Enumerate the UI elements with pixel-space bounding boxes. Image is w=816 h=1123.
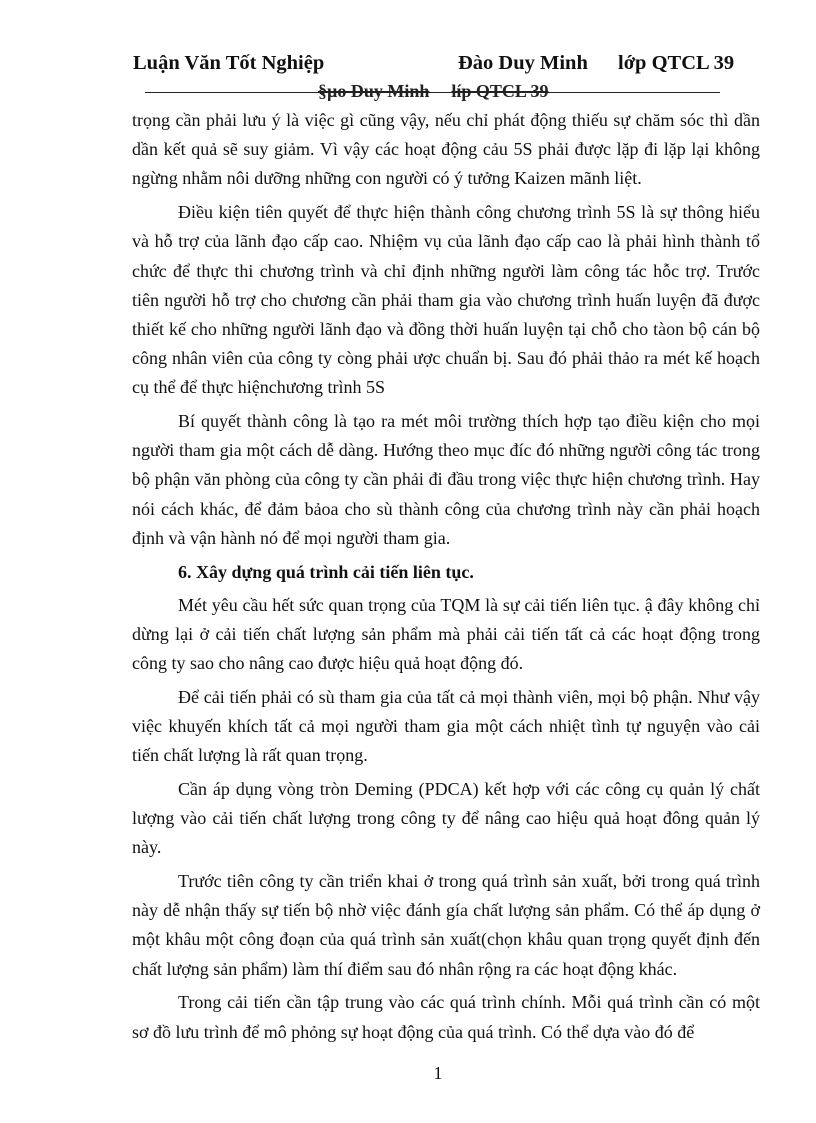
paragraph: trọng cần phải lưu ý là việc gì cũng vậy, nếu chỉ phát động thiếu sự chăm sóc thì dần dần kết quả sẽ suy giảm. Vì vậy các hoạt động cảu 5S phải được lặp đi lặp lại không ngừng nhằm nôi dưỡng những con người có ý tưởng Kaizen mãnh liệt. bbox=[132, 110, 760, 189]
paragraph: Trong cải tiến cần tập trung vào các quá trình chính. Mỗi quá trình cần có một sơ đồ lưu trình để mô phỏng sự hoạt động của quá trình. Có thể dựa vào đó để bbox=[132, 992, 760, 1042]
paragraph: Điều kiện tiên quyết để thực hiện thành công chương trình 5S là sự thông hiểu và hỗ trợ của lãnh đạo cấp cao. Nhiệm vụ của lãnh đạo cấp cao là phải hình thành tổ chức để thực thi chương trình và chỉ định những người làm công tác hỗc trợ. Trước tiên người hỗ trợ cho chương cần phải tham gia vào chương trình huấn luyện đã được thiết kế cho những người lãnh đạo và đồng thời huấn luyện tại chỗ cho tàon bộ cán bộ công nhân viên của công ty còng phải ược chuẩn bị. Sau đó phải thảo ra mét kế hoạch cụ thể để thực hiệnchương trình 5S bbox=[132, 202, 760, 398]
ghost-author: §µo Duy Minh bbox=[318, 81, 430, 101]
ghost-class: líp QTCL 39 bbox=[451, 81, 549, 101]
paragraph: Bí quyết thành công là tạo ra mét môi trường thích hợp tạo điều kiện cho mọi người tham gia một cách dễ dàng. Hướng theo mục đíc đó những người công tác trong bộ phận văn phòng của công ty cần phải đi đầu trong việc thực hiện chương trình. Hay nói cách khác, để đảm bảoa cho sù thành công của chương trình này cần phải hoạch định và vận hành nó để mọi người tham gia. bbox=[132, 411, 760, 548]
document-body bbox=[132, 106, 760, 1051]
page-header bbox=[133, 52, 753, 82]
page-number: 1 bbox=[433, 1063, 443, 1083]
paragraph: Trước tiên công ty cần triển khai ở trong quá trình sản xuất, bởi trong quá trình này dễ nhận thấy sự tiến bộ nhờ việc đánh gía chất lượng sản phẩm. Có thể áp dụng ở một khâu một công đoạn của quá trình sản xuất(chọn khâu quan trọng quyết định đến chất lượng sản phẩm) làm thí điểm sau đó nhân rộng ra các hoạt động khác. bbox=[132, 871, 760, 979]
header-class: lớp QTCL 39 bbox=[618, 52, 735, 74]
paragraph: Mét yêu cầu hết sức quan trọng của TQM là sự cải tiến liên tục. ậ đây không chỉ dừng lại ở cải tiến chất lượng sản phẩm mà phải cải tiến tất cả các hoạt động trong công ty sao cho nâng cao được hiệu quả hoạt động đó. bbox=[132, 594, 760, 674]
header-author: Đào Duy Minh bbox=[458, 52, 588, 74]
header-title: Luận Văn Tốt Nghiệp bbox=[133, 52, 325, 74]
paragraph: Để cải tiến phải có sù tham gia của tất cả mọi thành viên, mọi bộ phận. Như vậy việc khuyến khích tất cả mọi người tham gia một cách nhiệt tình tự nguyện vào cải tiến chất lượng là rất quan trọng. bbox=[132, 686, 760, 766]
paragraph: Cần áp dụng vòng tròn Deming (PDCA) kết hợp với các công cụ quản lý chất lượng vào cải tiến chất lượng trong công ty để nâng cao hiệu quả hoạt đông quản lý này. bbox=[132, 778, 760, 858]
header-ghost-text bbox=[318, 81, 548, 102]
section-heading: 6. Xây dựng quá trình cải tiến liên tục. bbox=[178, 561, 474, 582]
